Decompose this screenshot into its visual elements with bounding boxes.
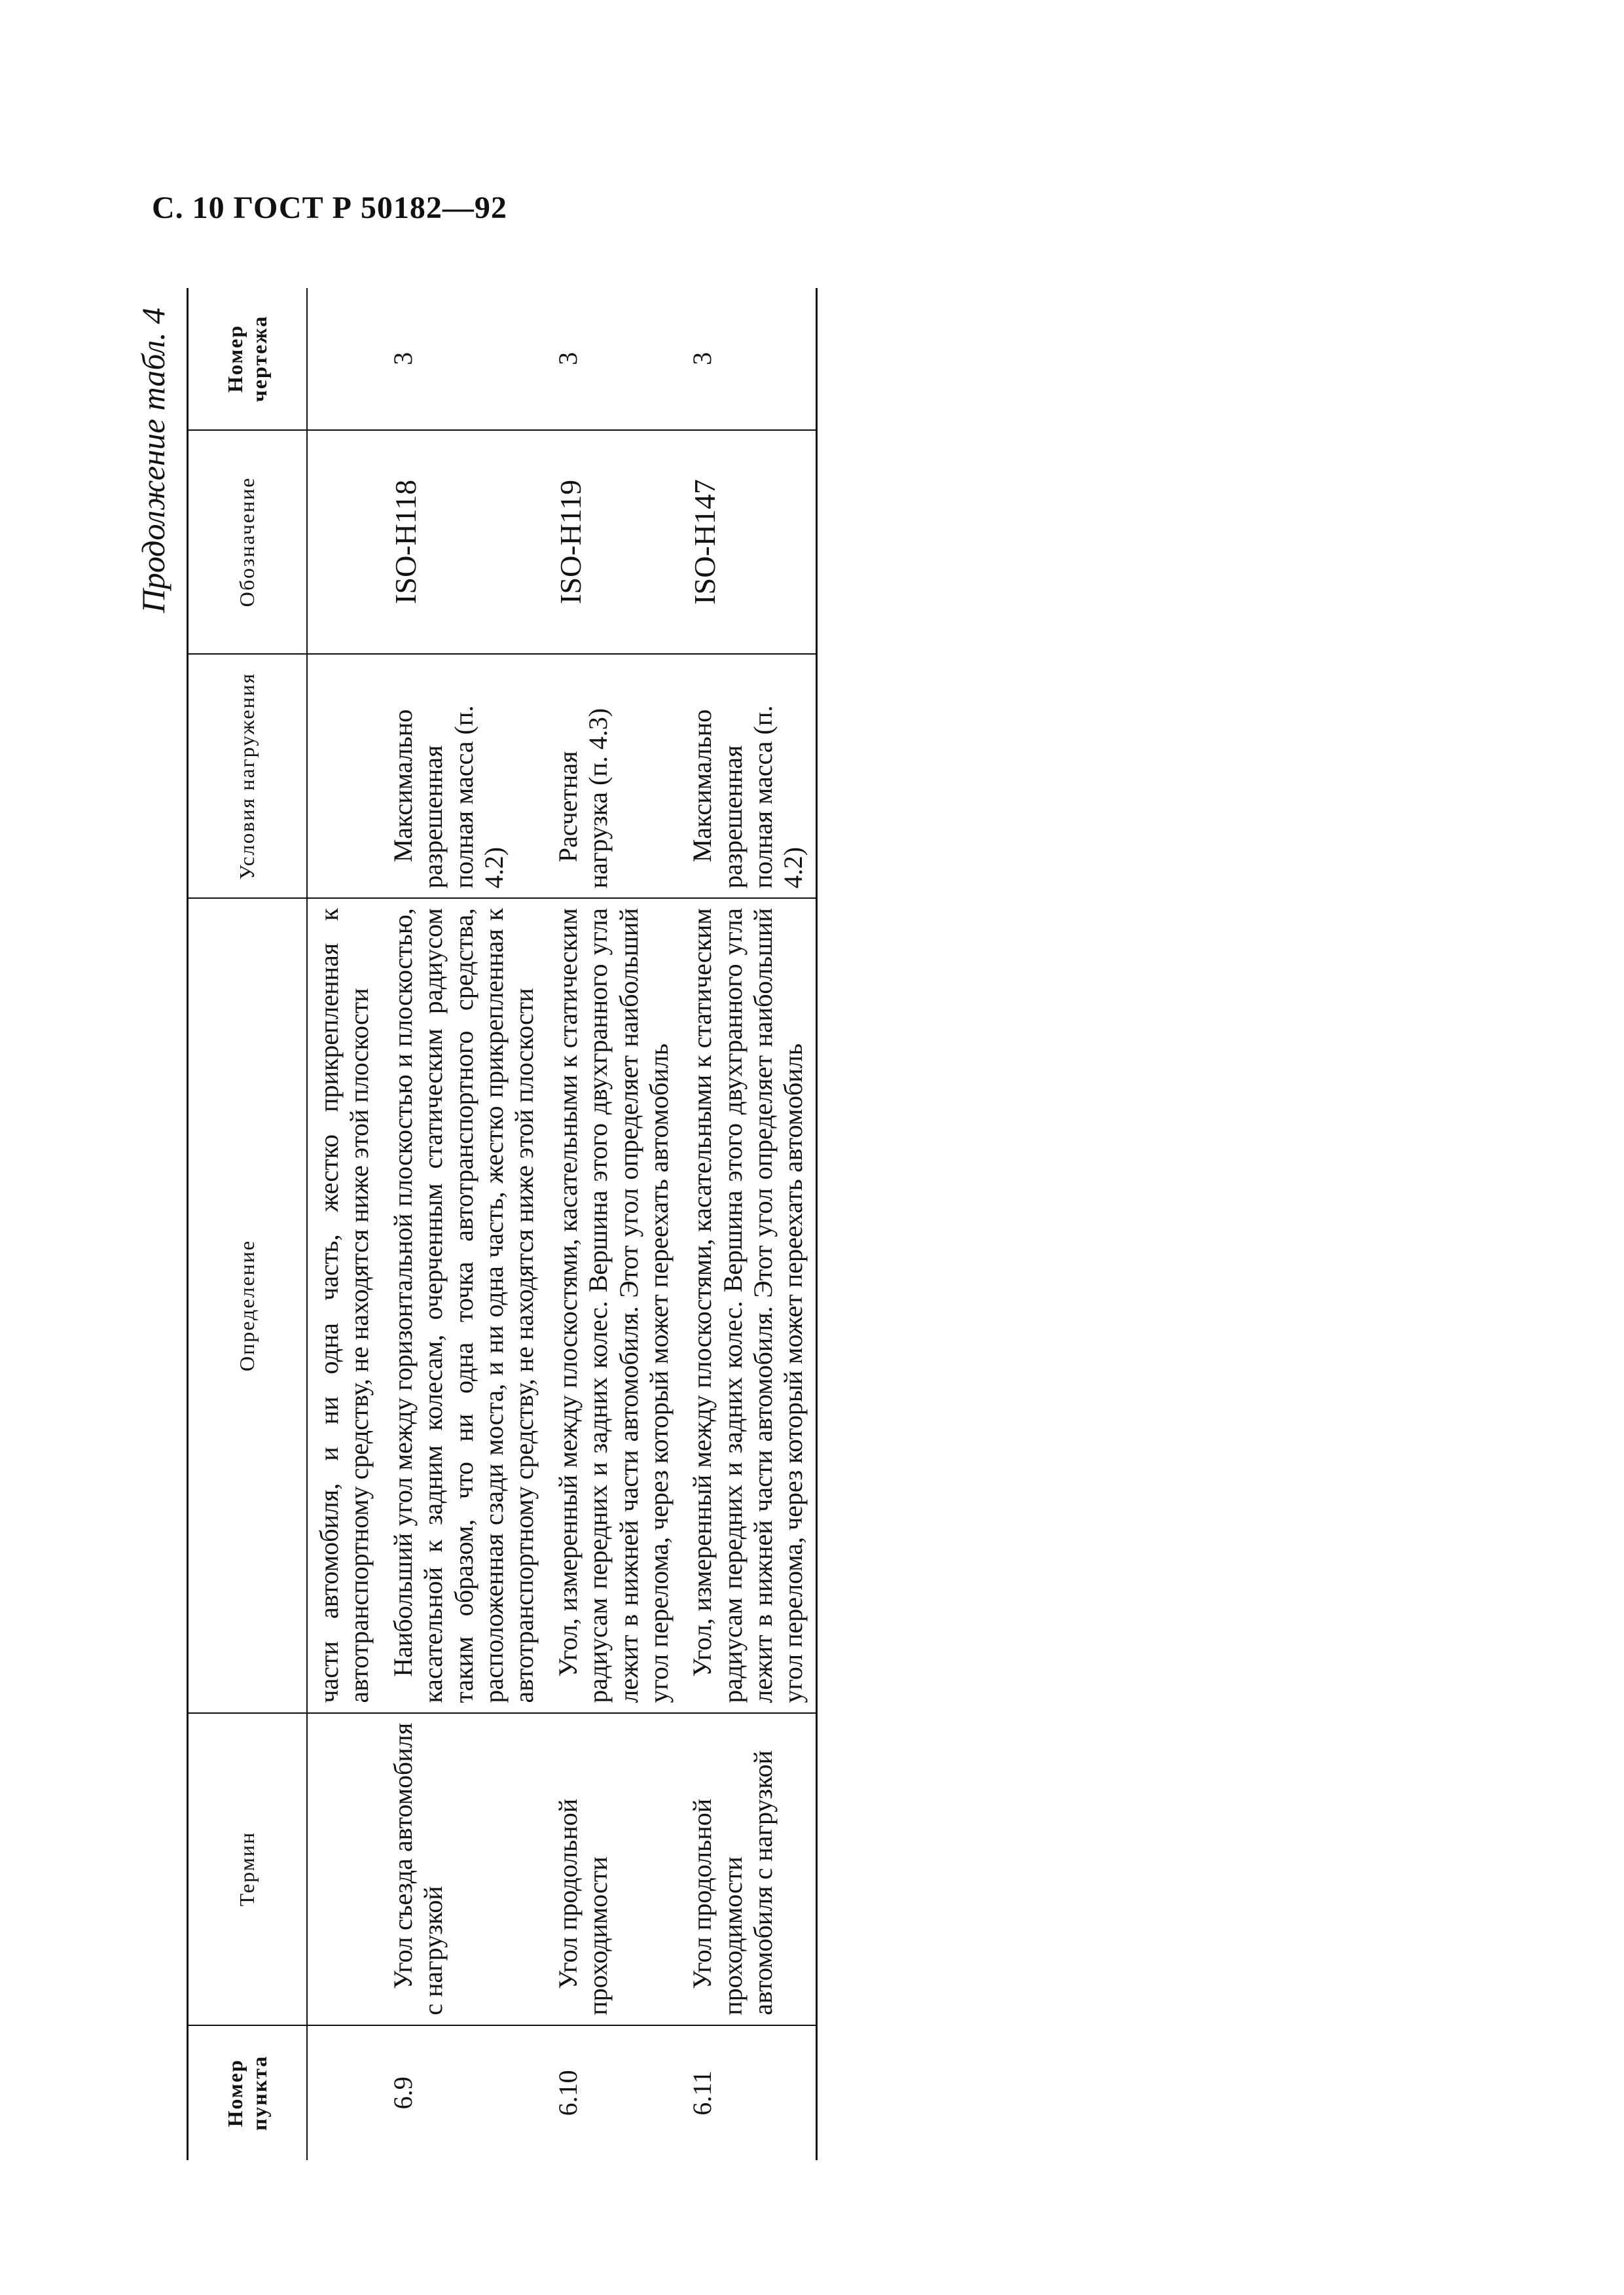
table-row [547, 288, 681, 2160]
row-num [307, 2025, 382, 2160]
row-term: Угол съезда автомобиля с нагрузкой [388, 1722, 448, 2015]
row-conditions: Расчетная нагрузка (п. 4.3) [552, 708, 613, 889]
row-conditions: Максимально разрешенная полная масса (п. 4.2) [687, 705, 808, 889]
row-designation: ISO-H119 [547, 430, 681, 654]
table-caption: Продолжение табл. 4 [135, 308, 171, 613]
row-definition: Угол, измеренный между плоскостями, касательными к статическим радиусам передних и задних колес. Вершина этого двухгранного угла лежит в нижней части автомобиля. Этот угол определяет наибольший угол перелома, через который может переехать автомобиль [687, 908, 808, 1703]
continuation-definition [307, 898, 382, 1712]
row-designation: ISO-H118 [382, 430, 547, 654]
table-row [307, 288, 382, 2160]
continuation-text: части автомобиля, и ни одна часть, жестко прикрепленная к автотранспортному средству, не находятся ниже этой плоскости [314, 908, 374, 1703]
col-header-conditions: Условия нагружения [188, 654, 308, 898]
rotated-table-container [135, 288, 1417, 2160]
col-header-designation: Обозначение [188, 430, 308, 654]
row-num: 6.11 [681, 2025, 816, 2160]
row-designation: ISO-H147 [681, 430, 816, 654]
col-header-drawing: Номер чертежа [188, 288, 308, 430]
page-header: С. 10 ГОСТ Р 50182—92 [152, 190, 507, 225]
row-term: Угол продольной проходимости [552, 1798, 613, 2015]
row-drawing: 3 [547, 288, 681, 430]
col-header-definition: Определение [188, 898, 308, 1712]
row-term: Угол продольной проходимости автомобиля с нагрузкой [687, 1750, 778, 2015]
row-drawing: 3 [681, 288, 816, 430]
row-num: 6.9 [382, 2025, 547, 2160]
col-header-num: Номер пункта [188, 2025, 308, 2160]
table-row [681, 288, 816, 2160]
col-header-term: Термин [188, 1713, 308, 2025]
row-conditions: Максимально разрешенная полная масса (п. 4.2) [388, 705, 509, 889]
row-num: 6.10 [547, 2025, 681, 2160]
row-definition: Угол, измеренный между плоскостями, касательными к статическим радиусам передних и задних колес. Вершина этого двухгранного угла лежит в нижней части автомобиля. Этот угол определяет наибольший угол перелома, через который может переехать автомобиль [552, 908, 674, 1703]
table-header-row [188, 288, 308, 2160]
row-definition: Наибольший угол между горизонтальной плоскостью и плоскостью, касательной к задним колесам, очерченным статическим радиусом таким образом, что ни одна точка автотранспортного средства, расположенная сзади моста, и ни одна часть, жестко прикрепленная к автотранспортному средству, не находятся ниже этой плоскости [388, 908, 539, 1703]
row-drawing: 3 [382, 288, 547, 430]
table-row [382, 288, 547, 2160]
row-term [307, 1713, 382, 2025]
terms-table [187, 288, 818, 2160]
